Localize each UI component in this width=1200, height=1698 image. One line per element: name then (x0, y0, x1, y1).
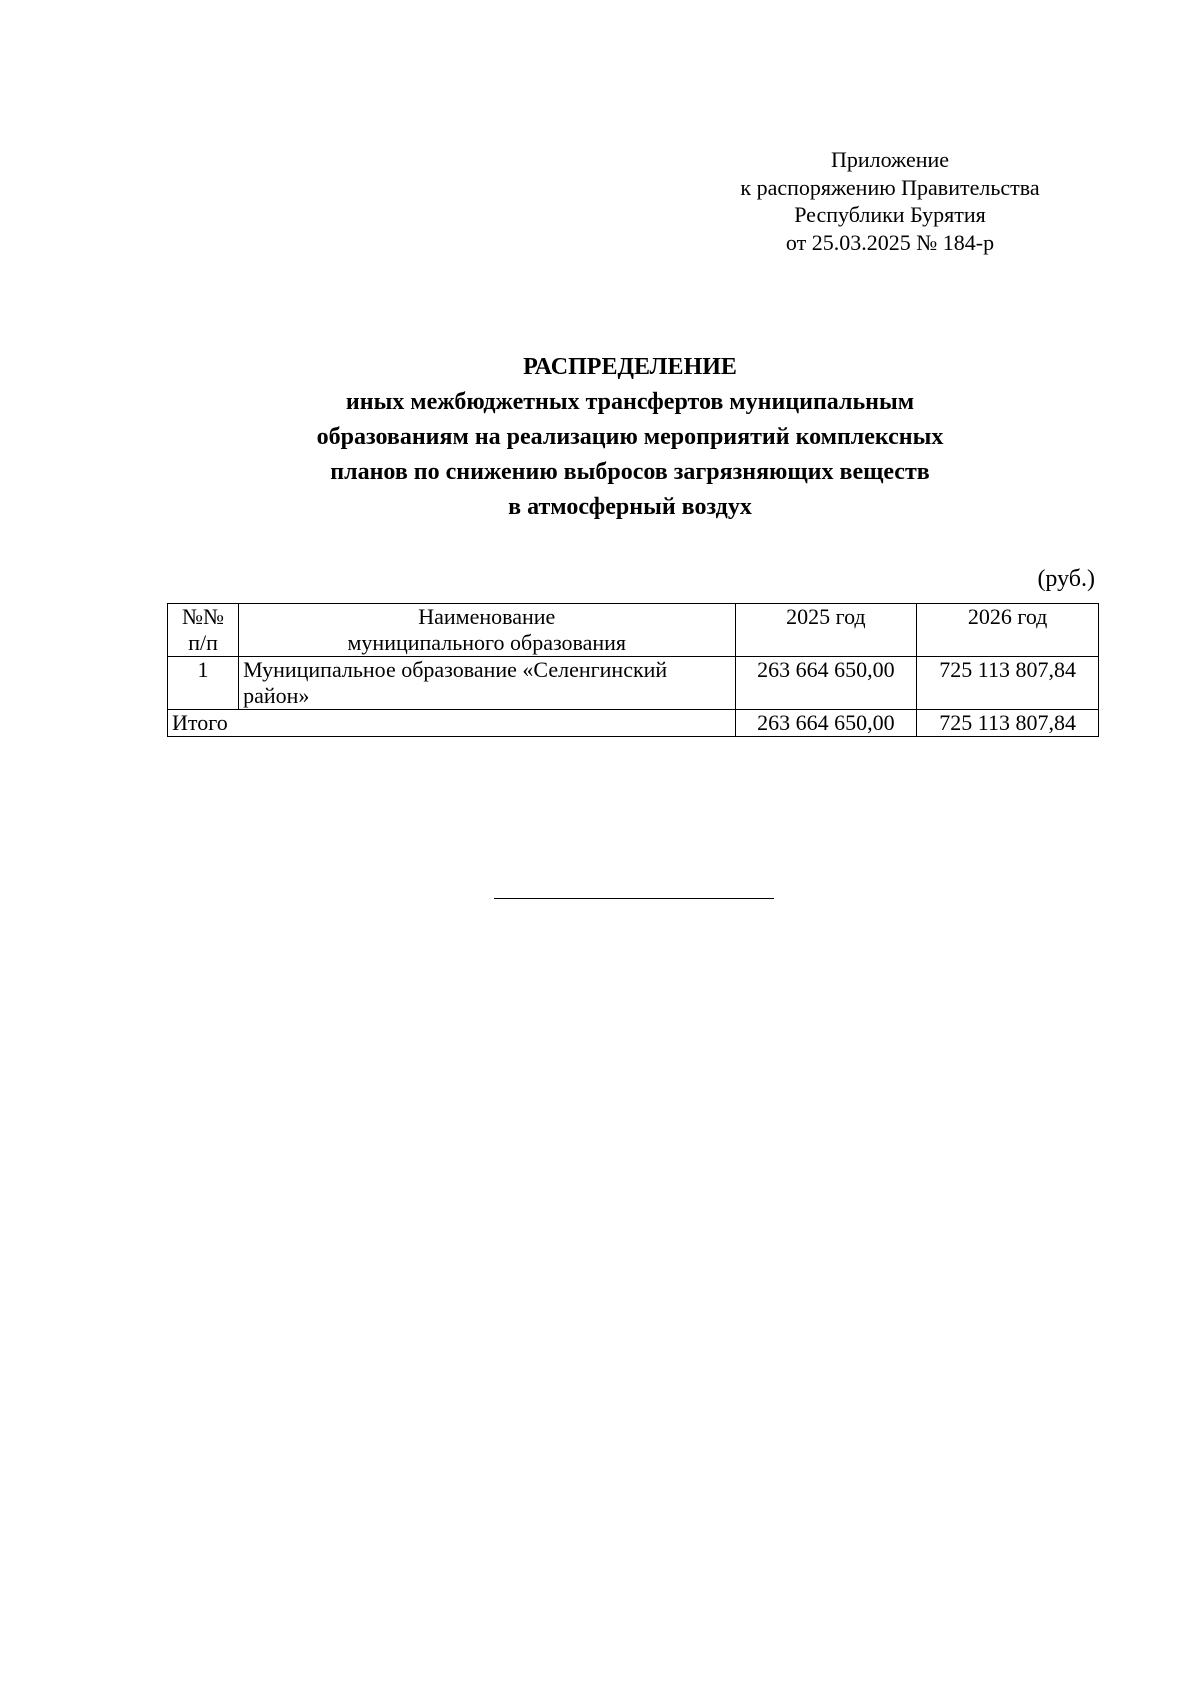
title-line-1: РАСПРЕДЕЛЕНИЕ (523, 354, 737, 380)
row-number: 1 (168, 657, 239, 710)
row-name: Муниципальное образование «Селенгинский район» (239, 657, 735, 710)
currency-unit: (руб.) (1037, 566, 1095, 592)
approval-line-4: от 25.03.2025 № 184-р (785, 229, 995, 255)
title-line-5: в атмосферный воздух (508, 494, 752, 520)
header-name (239, 604, 735, 657)
table-header-row (168, 604, 1099, 657)
title-line-2: иных межбюджетных трансфертов муниципальным (345, 389, 915, 415)
distribution-table (167, 603, 1099, 737)
end-divider (494, 898, 774, 899)
header-name-line-2: муниципального образования (347, 630, 627, 655)
total-label: Итого (168, 710, 736, 737)
title-line-3: образованиям на реализацию мероприятий комплексных (316, 424, 944, 450)
total-value-2026: 725 113 807,84 (917, 710, 1099, 737)
approval-block (690, 146, 1090, 256)
total-value-2025: 263 664 650,00 (735, 710, 917, 737)
header-number (168, 604, 239, 657)
approval-line-1: Приложение (830, 147, 950, 172)
table-total-row (168, 710, 1099, 737)
approval-line-3: Республики Бурятия (794, 202, 986, 227)
table-row (168, 657, 1099, 710)
header-name-line-1: Наименование (418, 604, 556, 629)
header-2026: 2026 год (917, 604, 1099, 657)
row-value-2025: 263 664 650,00 (735, 657, 917, 710)
approval-line-2: к распоряжению Правительства (740, 174, 1040, 200)
row-value-2026: 725 113 807,84 (917, 657, 1099, 710)
header-2025: 2025 год (735, 604, 917, 657)
header-number-line-2: п/п (188, 630, 218, 655)
title-line-4: планов по снижению выбросов загрязняющих веществ (330, 459, 930, 485)
header-number-line-1: №№ (182, 604, 225, 629)
document-title (150, 350, 1110, 525)
